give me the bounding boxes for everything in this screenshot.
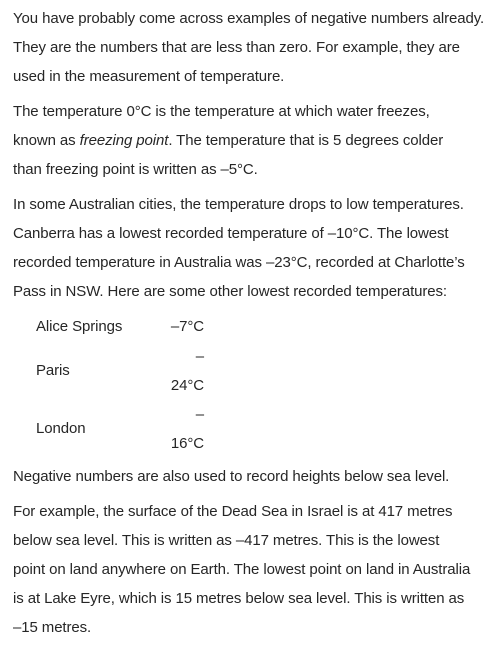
text-segment: known as xyxy=(13,132,80,149)
text-line: point on land anywhere on Earth. The lowest point on land in Australia xyxy=(13,560,471,578)
text-line: is at Lake Eyre, which is 15 metres below sea level. This is written as xyxy=(13,589,465,607)
text-line: Pass in NSW. Here are some other lowest recorded temperatures: xyxy=(13,283,447,300)
text-line: In some Australian cities, the temperature drops to low temperatures. xyxy=(13,196,464,213)
table-row xyxy=(36,312,204,342)
text-line: The temperature 0°C is the temperature at which water freezes, xyxy=(13,103,430,120)
paragraph-sea-level-examples xyxy=(13,497,493,642)
paragraph-australian-temperatures xyxy=(13,190,493,306)
city-name: Paris xyxy=(36,362,70,379)
temperature-value: –7°C xyxy=(170,318,204,336)
document-body xyxy=(13,4,493,648)
text-line: Negative numbers are also used to record heights below sea level. xyxy=(13,467,450,485)
city-name: Alice Springs xyxy=(36,318,123,336)
text-line: used in the measurement of temperature. xyxy=(13,68,285,85)
freezing-point-term: freezing point xyxy=(79,132,169,149)
text-line: below sea level. This is written as –417 metres. This is the lowest xyxy=(13,531,440,549)
temperature-table xyxy=(36,312,204,458)
city-name: London xyxy=(36,420,86,437)
paragraph-freezing-point xyxy=(13,97,493,184)
text-line: –15 metres. xyxy=(13,618,92,636)
table-row xyxy=(36,400,204,458)
text-line xyxy=(13,126,493,155)
text-line: than freezing point is written as –5°C. xyxy=(13,161,258,178)
text-segment: . The temperature that is 5 degrees colder xyxy=(168,132,444,149)
text-line: Canberra has a lowest recorded temperature of –10°C. The lowest xyxy=(13,225,449,242)
text-line: You have probably come across examples of negative numbers already. xyxy=(13,10,485,27)
temperature-value: –24°C xyxy=(170,347,204,394)
text-line: recorded temperature in Australia was –23°C, recorded at Charlotte’s xyxy=(13,254,465,271)
paragraph-sea-level-intro xyxy=(13,462,493,491)
paragraph-intro xyxy=(13,4,493,91)
table-row xyxy=(36,342,204,400)
text-line: For example, the surface of the Dead Sea in Israel is at 417 metres xyxy=(13,502,453,520)
text-line: They are the numbers that are less than zero. For example, they are xyxy=(13,39,460,56)
temperature-value: –16°C xyxy=(170,405,204,452)
